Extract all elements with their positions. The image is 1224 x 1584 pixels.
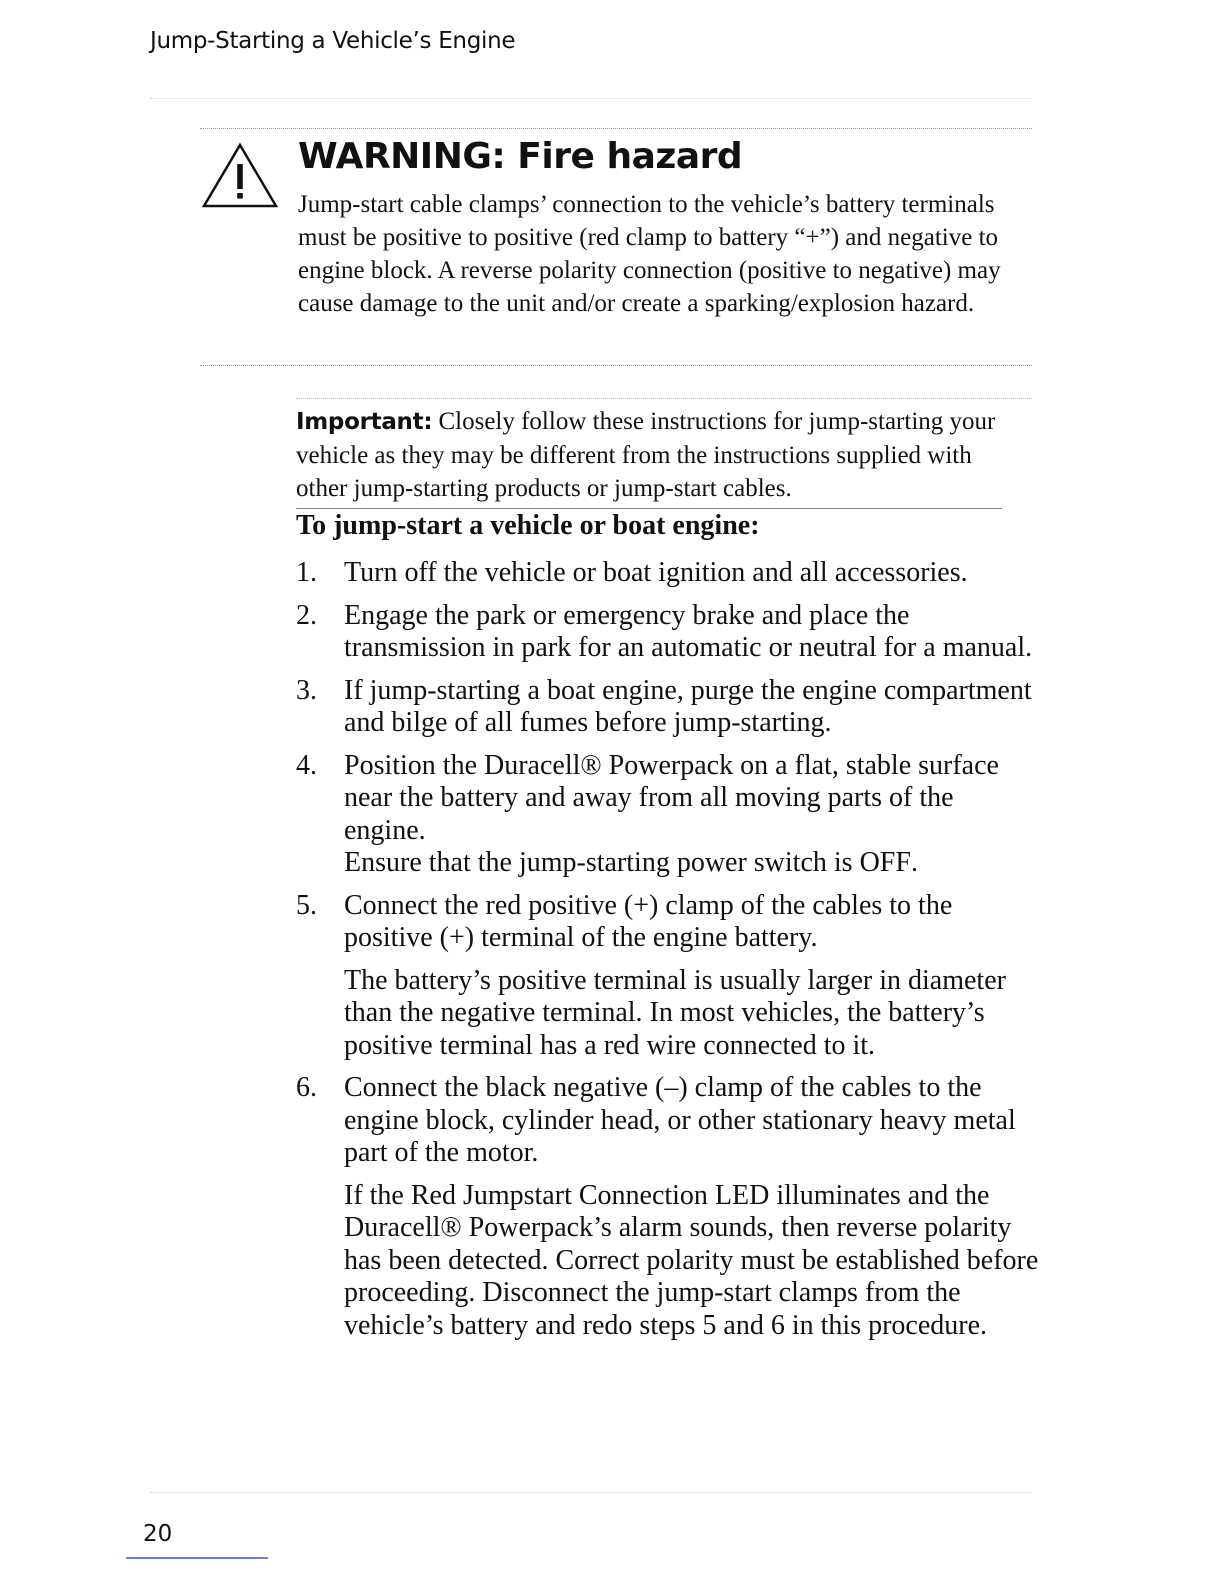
- switch-line-end: .: [910, 847, 918, 878]
- important-note: [296, 405, 1016, 505]
- step-4: [296, 750, 1041, 880]
- step-text: Engage the park or emergency brake and place the transmission in park for an automatic or neutral for a manual.: [344, 599, 1033, 663]
- procedure-steps: [296, 557, 1041, 1352]
- top-divider: [150, 98, 1032, 99]
- important-label: Important:: [296, 409, 433, 435]
- step-6: [296, 1072, 1041, 1342]
- step-text: Connect the red positive (+) clamp of the cables to the positive (+) terminal of the engine battery.: [344, 889, 953, 953]
- step-number: 4.: [296, 749, 317, 781]
- step-5: [296, 890, 1041, 1063]
- important-top-divider: [296, 398, 1032, 399]
- page-number: 20: [143, 1521, 173, 1547]
- switch-line-text: Ensure that the jump-starting power switch is: [344, 847, 860, 878]
- bottom-divider: [150, 1492, 1032, 1493]
- step-text: If jump-starting a boat engine, purge the engine compartment and bilge of all fumes before jump-starting.: [344, 674, 1032, 738]
- step-switch-line: [344, 847, 1041, 880]
- step-3: [296, 675, 1041, 740]
- step-number: 3.: [296, 674, 317, 706]
- step-note: If the Red Jumpstart Connection LED illuminates and the Duracell® Powerpack’s alarm sounds, then reverse polarity has been detected. Correct polarity must be established before proceeding. Disconnect the jump-start clamps from the vehicle’s battery and redo steps 5 and 6 in this procedure.: [344, 1179, 1039, 1341]
- step-note: The battery’s positive terminal is usually larger in diameter than the negative terminal. In most vehicles, the battery’s positive terminal has a red wire connected to it.: [344, 964, 1006, 1061]
- step-number: 6.: [296, 1072, 317, 1103]
- important-bottom-divider: [296, 508, 1002, 509]
- warning-top-divider: [200, 128, 1032, 129]
- step-number: 5.: [296, 889, 317, 921]
- step-text: Position the Duracell® Powerpack on a flat, stable surface near the battery and away from all moving parts of the engine.: [344, 749, 999, 846]
- warning-bottom-divider: [200, 365, 1032, 366]
- step-number: 1.: [296, 557, 317, 588]
- step-2: [296, 600, 1041, 665]
- running-header: Jump-Starting a Vehicle’s Engine: [150, 28, 516, 54]
- step-text: Connect the black negative (–) clamp of the cables to the engine block, cylinder head, or other stationary heavy metal part of the motor.: [344, 1072, 1016, 1168]
- important-text: Closely follow these instructions for jump-starting your vehicle as they may be different from the instructions supplied with other jump-starting products or jump-start cables.: [296, 408, 996, 502]
- step-text: Turn off the vehicle or boat ignition and all accessories.: [344, 557, 968, 588]
- step-number: 2.: [296, 599, 317, 631]
- procedure-heading: To jump-start a vehicle or boat engine:: [296, 510, 760, 541]
- page-number-underline: [126, 1557, 268, 1559]
- switch-state: OFF: [859, 847, 911, 878]
- warning-title: WARNING: Fire hazard: [298, 136, 743, 177]
- warning-body: Jump-start cable clamps’ connection to the vehicle’s battery terminals must be positive to positive (red clamp to battery “+”) and negative to engine block. A reverse polarity connection (positive to negative) may cause damage to the unit and/or create a sparking/explosion hazard.: [298, 191, 1001, 317]
- step-1: [296, 557, 1041, 590]
- warning-triangle-icon: [201, 142, 279, 210]
